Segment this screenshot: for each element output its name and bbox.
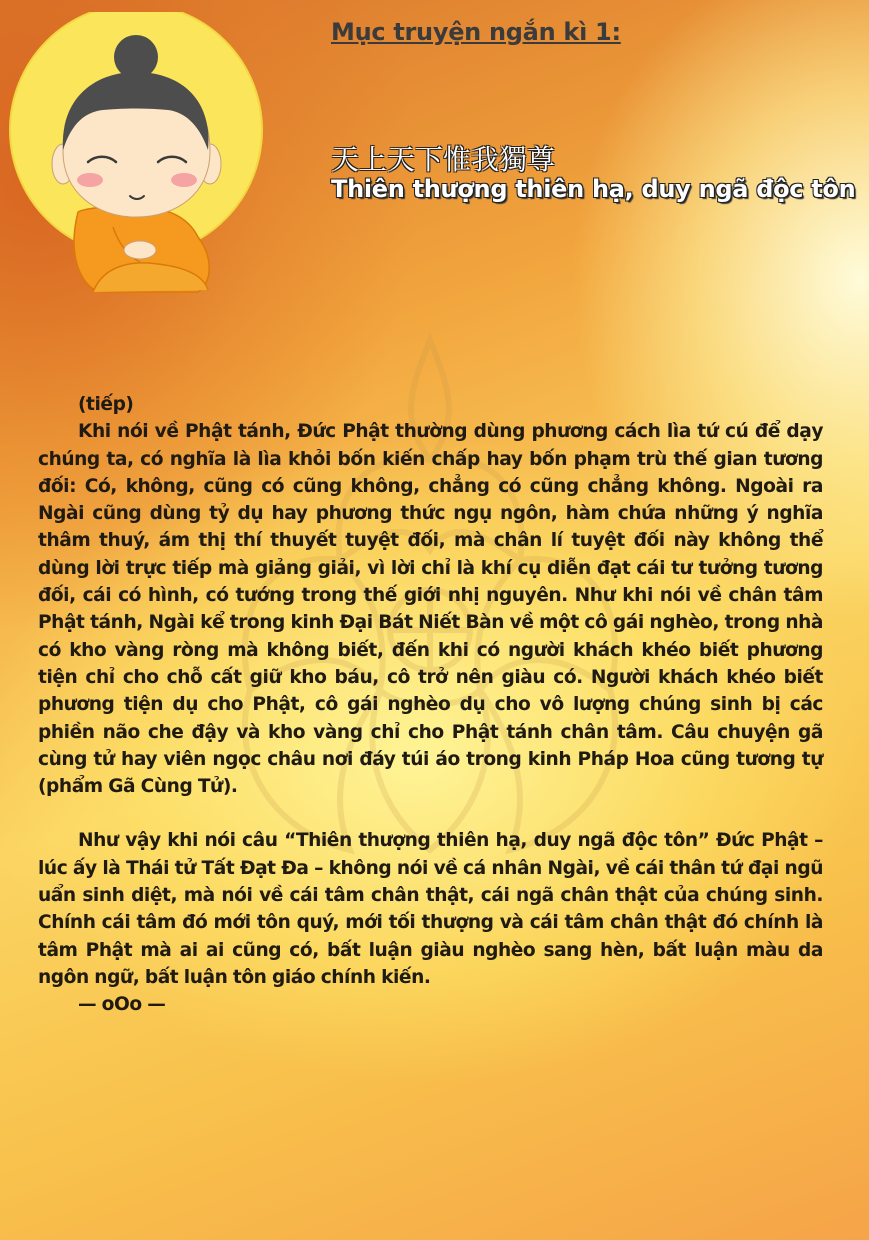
- title-vietnamese: Thiên thượng thiên hạ, duy ngã độc tôn: [331, 175, 856, 203]
- continued-label: (tiếp): [78, 394, 134, 415]
- story-section-heading: Mục truyện ngắn kì 1:: [331, 18, 621, 46]
- paragraph-buddha-nature: Khi nói về Phật tánh, Đức Phật thường dùng phương cách lìa tứ cú để dạy chúng ta, có nghĩa là lìa khỏi bốn kiến chấp hay bốn phạm trù thế gian tương đối: Có, không, cũng có cũng không, chẳng có cũng chẳng không. Ngoài ra Ngài cũng dùng tỷ dụ hay phương thức ngụ ngôn, hàm chứa những ý nghĩa thâm thuý, ám thị thí thuyết tuyệt đối, mà chân lí tuyệt đối này không thể dùng lời trực tiếp mà giảng giải, vì lời chỉ là khí cụ diễn đạt cái tư tưởng tương đối, cái có hình, có tướng trong thế giới nhị nguyên. Như khi nói về chân tâm Phật tánh, Ngài kể trong kinh Đại Bát Niết Bàn về một cô gái nghèo, trong nhà có kho vàng ròng mà không biết, đến khi có người khách khéo biết phương tiện chỉ cho chỗ cất giữ kho báu, cô trở nên giàu có. Người khách khéo biết phương tiện dụ cho Phật, cô gái nghèo dụ cho vô lượng chúng sinh bị các phiền não che đậy và kho vàng chỉ cho Phật tánh chân tâm. Câu chuyện gã cùng tử hay viên ngọc châu nơi đáy túi áo trong kinh Pháp Hoa cũng tương tự (phẩm Gã Cùng Tử).: [38, 421, 823, 798]
- monk-illustration-icon: [8, 12, 264, 302]
- title-chinese: 天上天下惟我獨尊: [331, 143, 556, 176]
- paragraph-true-self: Như vậy khi nói câu “Thiên thượng thiên hạ, duy ngã độc tôn” Đức Phật – lúc ấy là Thái tử Tất Đạt Đa – không nói về cá nhân Ngài, về cái thân tứ đại ngũ uẩn sinh diệt, mà nói về cái tâm chân thật, cái ngã chân thật của chúng sinh. Chính cái tâm đó mới tôn quý, mới tối thượng và cái tâm chân thật đó chính là tâm Phật mà ai ai cũng có, bất luận giàu nghèo sang hèn, bất luận màu da ngôn ngữ, bất luận tôn giáo chính kiến.: [38, 830, 823, 988]
- section-divider: — oOo —: [78, 994, 166, 1016]
- article-body: [38, 391, 823, 1019]
